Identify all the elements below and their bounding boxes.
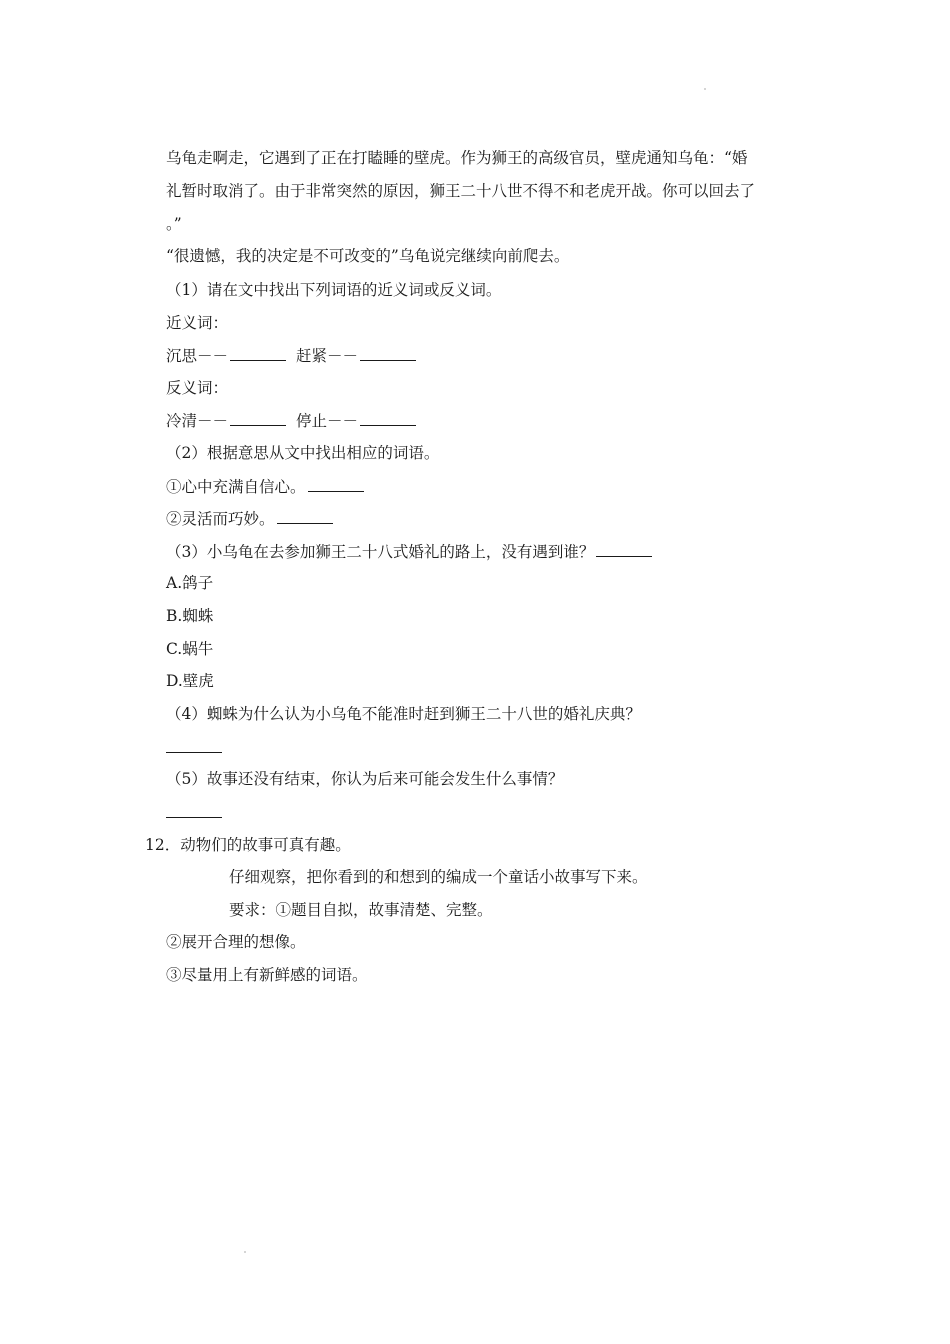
scan-dot (244, 1251, 246, 1253)
question-4-answer (166, 737, 222, 758)
question-12-requirement: ③尽量用上有新鲜感的词语。 (166, 966, 368, 984)
answer-blank[interactable] (360, 345, 416, 361)
question-4-prompt: （4）蜘蛛为什么认为小乌龟不能准时赶到狮王二十八世的婚礼庆典？ (166, 705, 641, 723)
question-12-instruction: 仔细观察，把你看到的和想到的编成一个童话小故事写下来。 (229, 868, 648, 886)
synonym-row (166, 345, 416, 366)
question-2-item (166, 508, 333, 529)
option-a[interactable]: A.鸽子 (166, 574, 214, 592)
antonym-row (166, 410, 416, 431)
synonym-b: 赶紧－－ (295, 347, 358, 365)
question-5-answer (166, 802, 222, 823)
answer-blank[interactable] (230, 345, 286, 361)
question-3-text: （3）小乌龟在去参加狮王二十八式婚礼的路上，没有遇到谁？ (166, 543, 595, 561)
question-12-title: 12．动物们的故事可真有趣。 (145, 836, 351, 854)
synonym-a: 沉思－－ (166, 347, 229, 365)
question-1-prompt: （1）请在文中找出下列词语的近义词或反义词。 (166, 281, 502, 299)
scan-dot (704, 88, 706, 90)
answer-blank[interactable] (166, 802, 222, 818)
question-2-item-text: ②灵活而巧妙。 (166, 510, 275, 528)
antonym-b: 停止－－ (295, 412, 358, 430)
antonym-label: 反义词： (166, 379, 229, 397)
question-2-item (166, 476, 364, 497)
answer-blank[interactable] (166, 737, 222, 753)
synonym-label: 近义词： (166, 314, 229, 332)
option-b[interactable]: B.蜘蛛 (166, 607, 214, 625)
option-c[interactable]: C.蜗牛 (166, 640, 214, 658)
question-5-prompt: （5）故事还没有结束，你认为后来可能会发生什么事情？ (166, 770, 564, 788)
answer-blank[interactable] (308, 476, 364, 492)
passage-line: 乌龟走啊走，它遇到了正在打瞌睡的壁虎。作为狮王的高级官员，壁虎通知乌龟：“婚 (166, 149, 748, 167)
answer-blank[interactable] (230, 410, 286, 426)
question-2-prompt: （2）根据意思从文中找出相应的词语。 (166, 444, 440, 462)
answer-blank[interactable] (277, 508, 333, 524)
answer-blank[interactable] (360, 410, 416, 426)
option-d[interactable]: D.壁虎 (166, 672, 214, 690)
question-12-requirement: 要求：①题目自拟，故事清楚、完整。 (229, 901, 493, 919)
passage-line: “很遗憾，我的决定是不可改变的”乌龟说完继续向前爬去。 (166, 247, 570, 265)
passage-line: 。” (166, 215, 182, 233)
question-12-requirement: ②展开合理的想像。 (166, 933, 306, 951)
answer-blank[interactable] (596, 541, 652, 557)
passage-line: 礼暂时取消了。由于非常突然的原因，狮王二十八世不得不和老虎开战。你可以回去了 (166, 182, 756, 200)
question-2-item-text: ①心中充满自信心。 (166, 478, 306, 496)
antonym-a: 冷清－－ (166, 412, 229, 430)
question-3-prompt (166, 541, 652, 562)
